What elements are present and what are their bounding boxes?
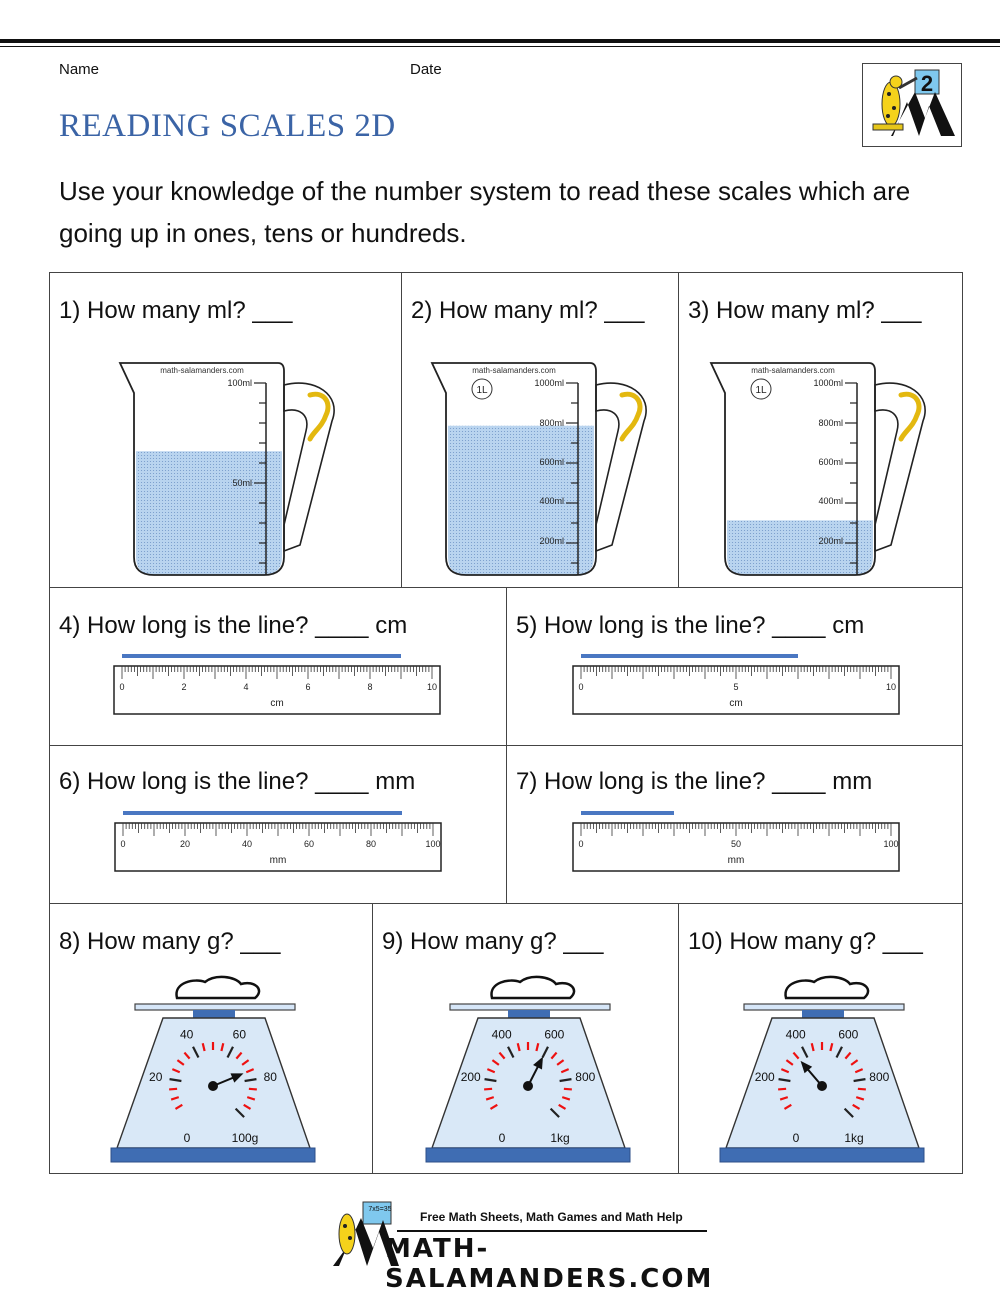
ruler-tick-label: 60 xyxy=(303,839,315,849)
jug-site-label: math-salamanders.com xyxy=(751,366,835,375)
jug-cell xyxy=(678,272,963,588)
jug-scale-label: 800ml xyxy=(539,418,564,428)
ruler-unit-label: cm xyxy=(729,698,743,709)
jug-scale-label: 200ml xyxy=(818,536,843,546)
footer-rule xyxy=(397,1230,707,1232)
scale-pan xyxy=(450,1004,610,1010)
jug-scale-label: 50ml xyxy=(232,478,252,488)
ruler-cell xyxy=(49,745,507,904)
name-label: Name xyxy=(59,61,100,78)
weighing-scale xyxy=(420,970,635,1170)
dial-label: 200 xyxy=(460,1069,481,1084)
scale-stem xyxy=(193,1010,235,1018)
ruler-tick-label: 10 xyxy=(426,682,438,692)
question-label: 6) How long is the line? ____ mm xyxy=(59,768,416,795)
scale-base xyxy=(111,1148,315,1162)
dial-tick xyxy=(778,1089,786,1090)
scale-pan xyxy=(744,1004,904,1010)
jug-scale-label: 200ml xyxy=(539,536,564,546)
footer-brand: MATH-SALAMANDERS.COM xyxy=(385,1234,714,1294)
food-item xyxy=(177,977,260,998)
dial-label: 200 xyxy=(754,1069,775,1084)
ruler-tick-label: 0 xyxy=(120,839,126,849)
jug-scale-label: 600ml xyxy=(539,457,564,467)
ruler-tick-label: 8 xyxy=(367,682,373,692)
scale-stem xyxy=(508,1010,550,1018)
jug-site-label: math-salamanders.com xyxy=(160,366,244,375)
scale-stem xyxy=(802,1010,844,1018)
jug-cell xyxy=(401,272,679,588)
dial-label: 80 xyxy=(263,1069,277,1084)
measured-line xyxy=(122,654,401,658)
question-label: 1) How many ml? ___ xyxy=(59,297,293,324)
ruler-tick-label: 40 xyxy=(241,839,253,849)
ruler-tick-label: 6 xyxy=(305,682,311,692)
dial-label: 40 xyxy=(179,1027,194,1042)
ruler xyxy=(110,652,450,722)
ruler-unit-label: cm xyxy=(270,698,284,709)
dial-center xyxy=(817,1081,827,1091)
dial-label: 20 xyxy=(149,1069,163,1084)
jug-scale-label: 100ml xyxy=(227,378,252,388)
dial-label: 400 xyxy=(491,1027,512,1042)
measured-line xyxy=(123,811,402,815)
jug-scale-label: 1000ml xyxy=(813,378,843,388)
jug-scale-label: 600ml xyxy=(818,457,843,467)
ruler-unit-label: mm xyxy=(269,855,287,866)
instructions: Use your knowledge of the number system to read these scales which are going up in ones, tens or hundreds. xyxy=(59,176,911,248)
jug-liquid xyxy=(727,520,873,575)
food-item xyxy=(786,977,869,998)
ruler-tick-label: 100 xyxy=(425,839,441,849)
grade-number: 2 xyxy=(920,71,934,96)
food-item xyxy=(492,977,575,998)
ruler-tick-label: 0 xyxy=(119,682,125,692)
question-label: 2) How many ml? ___ xyxy=(411,297,645,324)
measured-line xyxy=(581,654,798,658)
dial-tick xyxy=(249,1089,257,1090)
dial-label: 800 xyxy=(575,1069,596,1084)
ruler-tick-label: 5 xyxy=(733,682,739,692)
dial-label: 1kg xyxy=(844,1131,864,1145)
jug-cell xyxy=(49,272,402,588)
dial-label: 800 xyxy=(869,1069,890,1084)
ruler-cell xyxy=(506,587,963,746)
dial-tick xyxy=(484,1089,492,1090)
scale-cell xyxy=(678,903,963,1174)
question-label: 3) How many ml? ___ xyxy=(688,297,922,324)
ruler-tick-label: 80 xyxy=(365,839,377,849)
question-label: 4) How long is the line? ____ cm xyxy=(59,612,408,639)
top-rule xyxy=(0,39,1000,43)
jug-scale-label: 1000ml xyxy=(534,378,564,388)
dial-label: 100g xyxy=(231,1131,259,1145)
dial-label: 60 xyxy=(232,1027,247,1042)
dial-tick xyxy=(169,1089,177,1090)
scale-base xyxy=(426,1148,630,1162)
jug-site-label: math-salamanders.com xyxy=(472,366,556,375)
ruler-tick-label: 100 xyxy=(883,839,899,849)
ruler-tick-label: 10 xyxy=(885,682,897,692)
measuring-jug xyxy=(701,355,941,585)
salamander-logo-icon xyxy=(863,64,961,146)
jug-liquid xyxy=(448,426,594,575)
scale-cell xyxy=(372,903,679,1174)
measured-line xyxy=(581,811,674,815)
question-label: 8) How many g? ___ xyxy=(59,928,281,955)
ruler-tick-label: 2 xyxy=(181,682,187,692)
ruler xyxy=(569,652,909,722)
jug-capacity-label: 1L xyxy=(755,385,767,396)
weighing-scale xyxy=(714,970,929,1170)
question-label: 10) How many g? ___ xyxy=(688,928,923,955)
page-title: READING SCALES 2D xyxy=(59,108,396,144)
ruler-unit-label: mm xyxy=(727,855,745,866)
ruler xyxy=(569,809,909,879)
dial-center xyxy=(208,1081,218,1091)
dial-label: 400 xyxy=(785,1027,806,1042)
dial-label: 1kg xyxy=(550,1131,570,1145)
jug-scale-label: 400ml xyxy=(818,496,843,506)
jug-scale-label: 800ml xyxy=(818,418,843,428)
ruler-tick-label: 20 xyxy=(179,839,191,849)
question-label: 9) How many g? ___ xyxy=(382,928,604,955)
ruler-tick-label: 4 xyxy=(243,682,249,692)
ruler-tick-label: 0 xyxy=(578,839,584,849)
dial-center xyxy=(523,1081,533,1091)
measuring-jug xyxy=(110,355,350,585)
dial-label: 600 xyxy=(544,1027,565,1042)
dial-label: 0 xyxy=(498,1131,506,1145)
ruler-tick-label: 0 xyxy=(578,682,584,692)
question-label: 7) How long is the line? ____ mm xyxy=(516,768,873,795)
footer-badge-text: 7x5=35 xyxy=(368,1206,392,1213)
scale-cell xyxy=(49,903,373,1174)
jug-liquid xyxy=(136,451,282,575)
ruler-tick-label: 50 xyxy=(730,839,742,849)
dial-tick xyxy=(564,1089,572,1090)
jug-scale-label: 400ml xyxy=(539,496,564,506)
date-label: Date xyxy=(410,61,442,78)
grade-logo xyxy=(862,63,962,147)
dial-label: 0 xyxy=(183,1131,191,1145)
footer-tagline: Free Math Sheets, Math Games and Math Help xyxy=(420,1210,683,1224)
ruler-cell xyxy=(49,587,507,746)
ruler xyxy=(111,809,451,879)
dial-label: 0 xyxy=(792,1131,800,1145)
jug-capacity-label: 1L xyxy=(476,385,488,396)
dial-tick xyxy=(858,1089,866,1090)
footer xyxy=(325,1198,715,1294)
scale-pan xyxy=(135,1004,295,1010)
ruler-cell xyxy=(506,745,963,904)
weighing-scale xyxy=(105,970,320,1170)
scale-base xyxy=(720,1148,924,1162)
question-label: 5) How long is the line? ____ cm xyxy=(516,612,865,639)
measuring-jug xyxy=(422,355,662,585)
dial-label: 600 xyxy=(838,1027,859,1042)
top-rule-thin xyxy=(0,46,1000,47)
